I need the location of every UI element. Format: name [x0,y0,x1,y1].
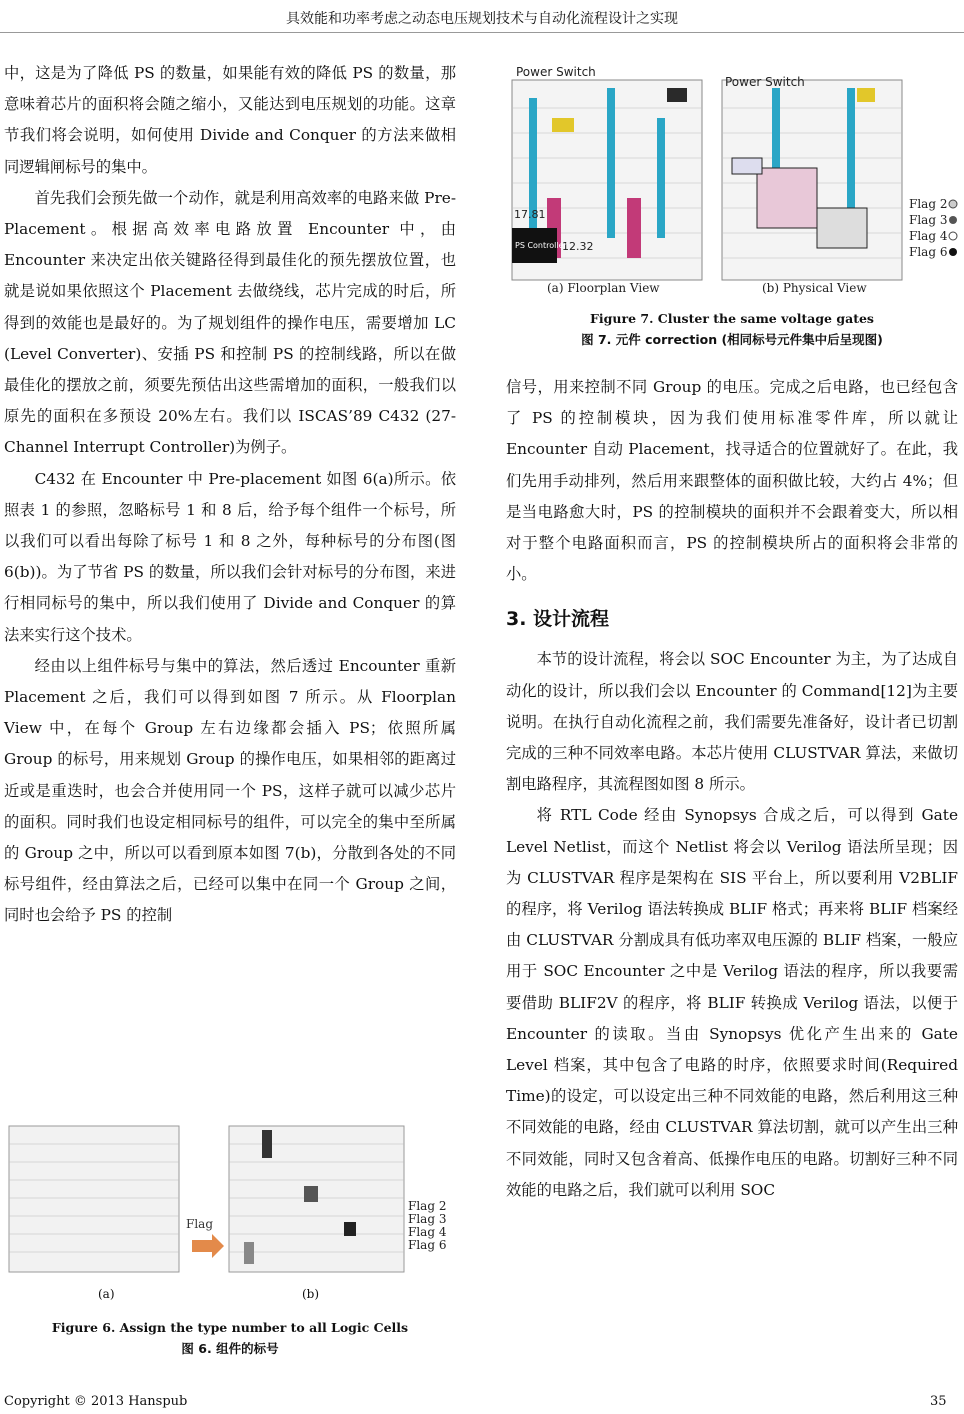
figure-6-image [4,1122,456,1282]
ps-label-a: Power Switch [516,65,596,79]
paragraph: 经由以上组件标号与集中的算法，然后透过 Encounter 重新 Placement 之后，我们可以得到如图 7 所示。从 Floorplan View 中，在每个 Group 左右边缘都会插入 PS；依照所属 Group 的标号，用来规划 Group 的操作电压，如果相邻的距离过近或是重迭时，也会合并使用同一个 PS，这样子就可以减少芯片的面积。同时我们也设定相同标号的组件，可以完全的集中至所属的 Group 之中，所以可以看到原本如图 7(b)，分散到各处的不同标号组件，经由算法之后，已经可以集中在同一个 Group 之间，同时也会给予 PS 的控制 [4,656,456,925]
physical-view [722,80,902,280]
header-rule [0,32,964,33]
fig6-sub-b: (b) [302,1287,320,1301]
flag-4-icon [949,232,957,240]
running-header: 具效能和功率考虑之动态电压规划技术与自动化流程设计之实现 [286,11,678,27]
right-column [506,372,958,1206]
sub-b: (b) Physical View [762,281,867,295]
figure-6 [4,1122,456,1282]
flag-2: Flag 2 [909,197,948,211]
num-2: 12.32 [562,240,594,253]
paragraph: 首先我们会预先做一个动作，就是利用高效率的电路来做 Pre-Placement。根据高效率电路放置 Encounter 中，由 Encounter 来决定出依关键路径得到最佳化的预先摆放位置，也就是说如果依照这个 Placement 去做绕线，芯片完成的时后，所得到的效能也是最好的。为了规划组件的操作电压，需要增加 LC (Level Converter)、安插 PS 和控制 PS 的控制线路，所以在做最佳化的摆放之前，须要先预估出这些需增加的面积，一般我们以原先的面积在多预设 20%左右。我们以 ISCAS’89 C432 (27-Channel Interrupt Controller)为例子。 [4,188,456,457]
flag-6-icon [949,248,957,256]
figure-7 [507,58,959,303]
paragraph: C432 在 Encounter 中 Pre-placement 如图 6(a)所示。依照表 1 的参照，忽略标号 1 和 8 后，给予每个组件一个标号，所以我们可以看出每除了标号 1 和 8 之外，每种标号的分布图(图 6(b))。为了节省 PS 的数量，所以我们会针对标号的分布图，来进行相同标号的集中，所以我们使用了 Divide and Conquer 的算法来实行这个技术。 [4,469,456,644]
flag-3: Flag 3 [909,213,948,227]
paragraph: 将 RTL Code 经由 Synopsys 合成之后，可以得到 Gate Level Netlist，而这个 Netlist 将会以 Verilog 语法所呈现；因为 CLUSTVAR 程序是架构在 SIS 平台上，所以要利用 V2BLIF 的程序，将 Verilog 语法转换成 BLIF 格式；再来将 BLIF 档案经由 CLUSTVAR 分割成具有低功率双电压源的 BLIF 档案，一般应用于 SOC Encounter 之中是 Verilog 语法的程序，所以我要需要借助 BLIF2V 的程序，将 BLIF 转换成 Verilog 语法，以便于 Encounter 的读取。当由 Synopsys 优化产生出来的 Gate Level 档案，其中包含了电路的时序，依照要求时间(Required Time)的设定，可以设定出三种不同效能的电路，然后利用这三种不同效能的电路，经由 CLUSTVAR 算法切割，就可以产生出三种不同效能，同时又包含着高、低操作电压的电路。切割好三种不同效能的电路之后，我们就可以利用 SOC [506,806,958,1199]
num-1: 17.81 [514,208,546,221]
footer-copyright: Copyright © 2013 Hanspub [4,1394,188,1409]
fig7-caption-en: Figure 7. Cluster the same voltage gates [590,311,874,326]
section-title: 3. 设计流程 [506,608,610,631]
paragraph: 本节的设计流程，将会以 SOC Encounter 为主，为了达成自动化的设计，所以我们会以 Encounter 的 Command[12]为主要说明。在执行自动化流程之前，我们需要先准备好，设计者已切割完成的三种不同效率电路。本芯片使用 CLUSTVAR 算法，来做切割电路程序，其流程图如图 8 所示。 [506,650,958,794]
fig6-flag-3: Flag 3 [408,1212,447,1226]
flag-3-icon [949,216,957,224]
left-column [4,58,456,932]
figure-7-image [507,58,959,303]
ps-label-b: Power Switch [725,75,805,89]
sub-a: (a) Floorplan View [547,281,660,295]
fig7-caption-zh: 图 7. 元件 correction (相同标号元件集中后呈现图) [581,332,883,347]
fig6-flag-6: Flag 6 [408,1238,447,1252]
arrow-label: Flag [186,1217,213,1231]
fig6-sub-a: (a) [98,1287,115,1301]
floorplan-view [512,80,702,280]
flag-2-icon [949,200,957,208]
fig6-caption-zh: 图 6. 组件的标号 [181,1341,279,1356]
ps-controller-label: PS Controller [515,241,567,250]
page-number: 35 [930,1394,947,1409]
paragraph: 中，这是为了降低 PS 的数量，如果能有效的降低 PS 的数量，那意味着芯片的面积将会随之缩小，又能达到电压规划的功能。这章节我们将会说明，如何使用 Divide and Conquer 的方法来做相同逻辑闸标号的集中。 [4,64,456,176]
flag-4: Flag 4 [909,229,948,243]
fig6-flag-4: Flag 4 [408,1225,447,1239]
preplacement-view [9,1126,179,1272]
fig6-caption-en: Figure 6. Assign the type number to all Logic Cells [51,1320,409,1335]
paragraph: 信号，用来控制不同 Group 的电压。完成之后电路，也已经包含了 PS 的控制模块，因为我们使用标准零件库，所以就让 Encounter 自动 Placement，找寻适合的位置就好了。在此，我们先用手动排列，然后用来跟整体的面积做比较，大约占 4%；但是当电路愈大时，PS 的控制模块的面积并不会跟着变大，所以相对于整个电路面积而言，PS 的控制模块所占的面积将会非常的小。 [506,378,958,584]
flag-6: Flag 6 [909,245,948,259]
flagged-view [229,1126,404,1272]
fig6-flag-2: Flag 2 [408,1199,447,1213]
